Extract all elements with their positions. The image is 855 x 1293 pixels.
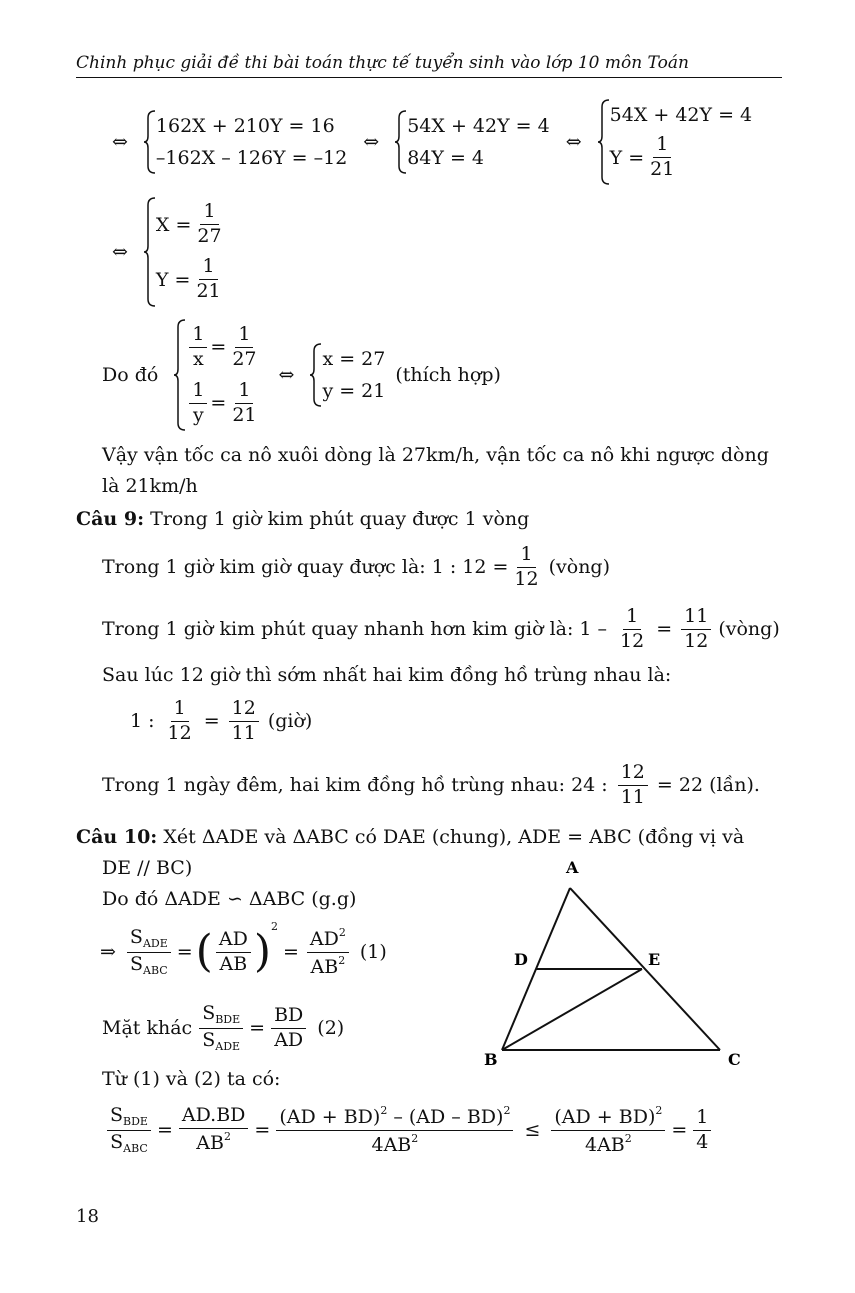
fraction-ad2-ab2 — [307, 927, 349, 978]
implies-symbol: ⇒ — [100, 941, 116, 963]
fraction-1-21 — [229, 378, 259, 426]
denominator: 4 — [696, 1130, 709, 1153]
left-brace-icon — [144, 197, 156, 307]
tu-1-va-2: Từ (1) và (2) ta có: — [102, 1068, 281, 1090]
exponent: 2 — [270, 920, 278, 933]
exponent: 2 — [338, 953, 346, 967]
denominator — [107, 1131, 151, 1155]
denominator — [127, 953, 171, 977]
exponent: 2 — [223, 1130, 231, 1143]
numerator: 1 — [200, 202, 218, 225]
equals: = — [249, 1017, 266, 1039]
denominator: 27 — [197, 225, 222, 247]
numerator: 1 — [199, 257, 217, 280]
text: Trong 1 giờ kim phút quay nhanh hơn kim giờ là: 1 – — [102, 618, 608, 640]
fraction-1-21 — [193, 257, 223, 302]
segment-be — [502, 969, 642, 1050]
denominator: 12 — [684, 629, 709, 652]
subscript: ABC — [143, 963, 168, 977]
label-a: A — [566, 858, 579, 877]
numerator — [276, 1105, 513, 1131]
conclusion-line-2: là 21km/h — [102, 475, 198, 497]
subscript: ADE — [142, 936, 168, 950]
cau-9-line-2 — [102, 602, 780, 656]
fraction-1-27 — [194, 202, 224, 247]
fraction-1-27 — [229, 322, 259, 370]
iff-symbol: ⇔ — [278, 364, 295, 386]
iff-symbol: ⇔ — [112, 131, 128, 153]
equation-tag: (2) — [317, 1017, 345, 1039]
fraction-12-11 — [618, 760, 648, 808]
numerator — [307, 927, 349, 953]
denominator: AB — [219, 952, 248, 975]
ab: AB — [196, 1132, 224, 1154]
system-1 — [144, 110, 347, 174]
iff-symbol: ⇔ — [363, 131, 380, 153]
fraction-adbd-ab2 — [179, 1106, 249, 1154]
equals: = — [671, 1119, 688, 1141]
four-ab: 4AB — [584, 1133, 625, 1156]
system-4-row-1 — [156, 202, 228, 247]
ab: AB — [310, 955, 339, 978]
cau-9-intro-text: Trong 1 giờ kim phút quay được 1 vòng — [150, 508, 530, 530]
system-chain-row-1 — [100, 96, 756, 188]
system-5-row-2 — [186, 378, 262, 426]
denominator: x — [193, 347, 204, 370]
system-3-row-2 — [610, 135, 753, 180]
denominator: y — [193, 403, 204, 426]
denominator: 21 — [650, 158, 675, 181]
numerator: 1 — [517, 545, 535, 568]
equals: = — [210, 392, 227, 414]
system-3-row-1: 54X + 42Y = 4 — [609, 103, 753, 126]
equals: = — [282, 941, 299, 963]
text: Xét ΔADE và ΔABC có DAE (chung), ADE = ABC (đồng vị và — [163, 826, 745, 848]
triangle-figure — [480, 855, 750, 1075]
s-letter: S — [129, 925, 143, 948]
fraction-1-12 — [617, 604, 647, 652]
s-letter: S — [110, 1130, 124, 1153]
y-equals: Y = — [155, 268, 191, 291]
fraction-bd-ad — [271, 1003, 306, 1051]
sum-term: (AD + BD) — [554, 1105, 656, 1128]
equals: = — [656, 618, 673, 640]
numerator: 12 — [229, 699, 259, 722]
fraction-1-12 — [165, 696, 195, 744]
conclusion-line-1: Vậy vận tốc ca nô xuôi dòng là 27km/h, vận tốc ca nô khi ngược dòng — [102, 444, 769, 466]
text: Trong 1 giờ kim giờ quay được là: 1 : 12 = — [102, 556, 509, 578]
sum-term: (AD + BD) — [279, 1105, 381, 1128]
fraction-sbde-sabc — [107, 1103, 151, 1155]
difference-term: – (AD – BD) — [393, 1105, 504, 1128]
fraction-1-y — [189, 378, 207, 426]
system-chain-row-2 — [100, 196, 232, 308]
system-2-row-1: 54X + 42Y = 4 — [407, 115, 550, 137]
numerator: 11 — [681, 607, 711, 630]
system-6 — [310, 343, 385, 407]
left-brace-icon — [310, 343, 322, 407]
numerator: 1 — [189, 325, 207, 348]
ad: AD — [309, 927, 339, 950]
s-letter: S — [202, 1001, 216, 1024]
denominator: 11 — [620, 785, 645, 808]
text: Mặt khác — [102, 1017, 193, 1039]
exponent: 2 — [411, 1131, 419, 1145]
cau-10-line-3: Do đó ΔADE ∽ ΔABC (g.g) — [102, 888, 357, 910]
numerator — [551, 1105, 665, 1131]
four-ab: 4AB — [371, 1133, 412, 1156]
thich-hop-text: (thích hợp) — [395, 364, 501, 386]
system-4 — [144, 197, 228, 307]
label-e: E — [648, 950, 661, 969]
final-inequality — [104, 1098, 714, 1162]
s-letter: S — [110, 1103, 124, 1126]
fraction-11-12 — [681, 604, 711, 652]
denominator: 21 — [232, 403, 257, 426]
numerator: 1 — [171, 699, 189, 722]
cau-10-line-1 — [76, 826, 744, 848]
cau-9-label: Câu 9: — [76, 508, 145, 530]
equation-tag: (1) — [359, 941, 387, 963]
system-2-row-2: 84Y = 4 — [407, 147, 485, 169]
left-brace-icon — [174, 319, 186, 431]
system-5-row-1 — [186, 322, 262, 370]
system-5 — [174, 319, 262, 431]
numerator: 1 — [189, 381, 207, 404]
exponent: 2 — [655, 1103, 663, 1117]
system-1-row-1: 162X + 210Y = 16 — [155, 115, 335, 137]
exponent: 2 — [338, 925, 346, 939]
left-paren: ( — [195, 926, 213, 977]
denominator: 12 — [620, 629, 645, 652]
system-6-row-1: x = 27 — [322, 348, 386, 370]
numerator: 1 — [693, 1108, 711, 1131]
numerator: 1 — [653, 135, 671, 158]
subscript: BDE — [123, 1114, 148, 1128]
fraction-1-x — [189, 322, 207, 370]
denominator: 12 — [514, 567, 539, 590]
equals: = — [176, 941, 193, 963]
label-c: C — [728, 1050, 741, 1069]
system-2 — [395, 110, 550, 174]
text: (vòng) — [718, 618, 780, 640]
do-do-text: Do đó — [102, 364, 159, 386]
denominator: 27 — [232, 347, 257, 370]
numerator: BD — [271, 1006, 306, 1029]
s-letter: S — [202, 1028, 216, 1051]
denominator — [369, 1131, 422, 1156]
left-brace-icon — [598, 99, 610, 185]
page-number: 18 — [76, 1206, 99, 1227]
denominator — [199, 1029, 243, 1053]
cau-9-intro — [76, 508, 529, 530]
numerator: 1 — [623, 607, 641, 630]
text: (giờ) — [267, 710, 313, 732]
running-header: Chinh phục giải đề thi bài toán thực tế tuyển sinh vào lớp 10 môn Toán — [76, 53, 782, 78]
text: Trong 1 ngày đêm, hai kim đồng hồ trùng nhau: 24 : — [102, 774, 608, 796]
equation-1 — [100, 918, 387, 986]
exponent: 2 — [624, 1131, 632, 1145]
less-equal-symbol: ≤ — [524, 1119, 541, 1141]
system-4-row-2 — [156, 257, 228, 302]
cau-10-label: Câu 10: — [76, 826, 158, 848]
cau-9-line-3: Sau lúc 12 giờ thì sớm nhất hai kim đồng hồ trùng nhau là: — [102, 664, 672, 686]
fraction-1-21 — [647, 135, 677, 180]
exponent: 2 — [380, 1103, 388, 1117]
denominator: 12 — [167, 721, 192, 744]
cau-9-line-4 — [130, 694, 312, 748]
denominator: 11 — [231, 721, 256, 744]
text: 1 : — [130, 710, 155, 732]
equation-2 — [102, 996, 344, 1060]
denominator: AD — [274, 1028, 304, 1051]
fraction-1-4 — [693, 1105, 711, 1153]
numerator — [127, 925, 171, 953]
exponent: 2 — [503, 1103, 511, 1117]
denominator — [582, 1131, 635, 1156]
fraction-sbde-sade — [199, 1001, 243, 1053]
denominator — [193, 1129, 234, 1154]
numerator — [199, 1001, 243, 1029]
left-brace-icon — [144, 110, 156, 174]
denominator — [308, 953, 349, 978]
fraction-ad-ab — [216, 927, 251, 975]
numerator: AD — [216, 930, 251, 953]
cau-9-line-1 — [102, 540, 610, 594]
fraction-1-12 — [511, 542, 541, 590]
numerator: 1 — [235, 381, 253, 404]
numerator: 12 — [618, 763, 648, 786]
iff-symbol: ⇔ — [112, 241, 128, 263]
numerator: 1 — [235, 325, 253, 348]
denominator: 21 — [196, 280, 221, 302]
system-6-row-2: y = 21 — [322, 380, 386, 402]
equals: = — [210, 336, 227, 358]
y-equals: Y = — [609, 146, 645, 169]
fraction-difference — [276, 1105, 513, 1156]
subscript: ABC — [123, 1141, 148, 1155]
numerator — [107, 1103, 151, 1131]
subscript: ADE — [215, 1039, 241, 1053]
system-3 — [598, 99, 753, 185]
label-d: D — [514, 950, 528, 969]
fraction-area-ratio — [127, 925, 171, 977]
equals: = — [203, 710, 220, 732]
system-1-row-2: –162X – 126Y = –12 — [155, 147, 348, 169]
fraction-sum-sq — [551, 1105, 665, 1156]
right-paren: ) — [253, 926, 271, 977]
text: (vòng) — [548, 556, 611, 578]
left-brace-icon — [395, 110, 407, 174]
equals: = — [254, 1119, 271, 1141]
text: = 22 (lần). — [656, 774, 760, 796]
iff-symbol: ⇔ — [565, 131, 582, 153]
fraction-12-11 — [229, 696, 259, 744]
cau-10-line-2: DE // BC) — [102, 857, 193, 879]
subscript: BDE — [215, 1012, 241, 1026]
numerator: AD.BD — [179, 1106, 249, 1129]
do-do-row — [102, 318, 501, 432]
equals: = — [156, 1119, 173, 1141]
s-letter: S — [129, 952, 144, 975]
x-equals: X = — [155, 213, 192, 236]
label-b: B — [484, 1050, 498, 1069]
cau-9-line-5 — [102, 758, 760, 812]
